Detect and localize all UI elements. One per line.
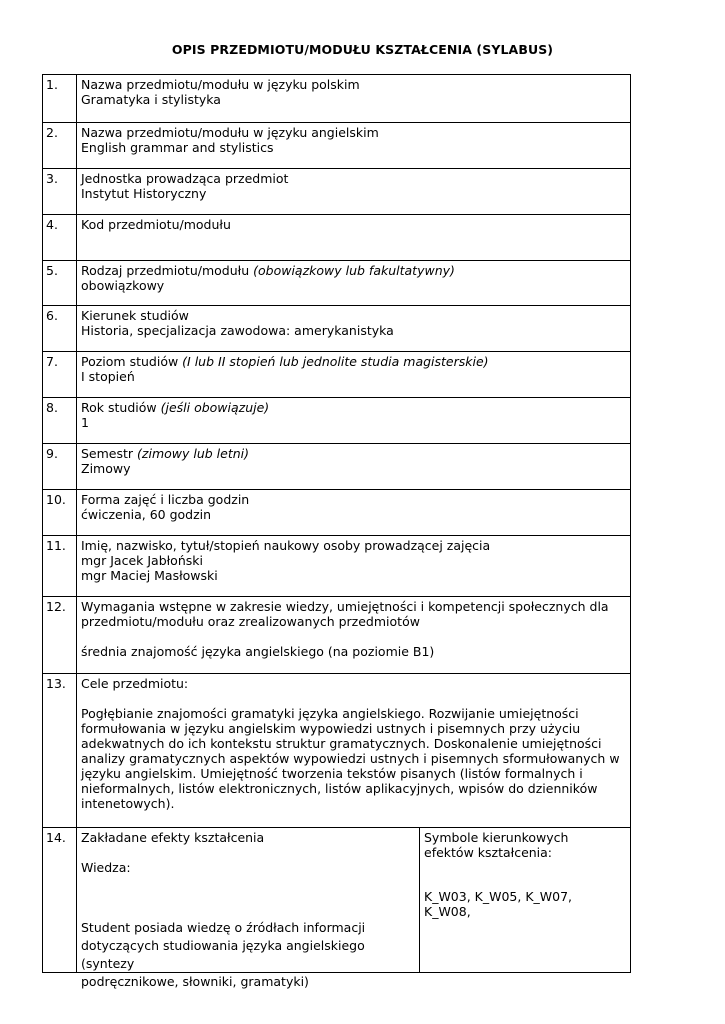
row-label-text: Poziom studiów — [81, 354, 179, 369]
learning-outcomes-cell — [77, 828, 420, 989]
row-label: Zakładane efekty kształcenia — [81, 830, 265, 845]
row-content — [77, 306, 630, 351]
row-label-text: Rodzaj przedmiotu/modułu — [81, 263, 250, 278]
row-label: Imię, nazwisko, tytuł/stopień naukowy osoby prowadzącej zajęcia — [81, 538, 491, 553]
row-number: 7. — [43, 352, 77, 397]
row-value: obowiązkowy — [81, 278, 165, 293]
table-row — [43, 827, 630, 989]
row-label — [81, 400, 626, 415]
row-label — [81, 446, 626, 461]
symbols-label: efektów kształcenia: — [424, 845, 553, 860]
symbols-value: K_W03, K_W05, K_W07, — [424, 889, 573, 904]
row-value: Instytut Historyczny — [81, 186, 207, 201]
row-number: 14. — [43, 828, 77, 972]
row-label: Nazwa przedmiotu/modułu w języku polskim — [81, 77, 360, 92]
row-label-hint: (I lub II stopień lub jednolite studia magisterskie) — [182, 354, 489, 369]
objective-line: nieformalnych, listów elektronicznych, listów aplikacyjnych, wpisów do dzienników — [81, 781, 598, 796]
table-row — [43, 596, 630, 673]
row-content — [77, 75, 630, 122]
row-number: 2. — [43, 123, 77, 168]
row-label: Forma zajęć i liczba godzin — [81, 492, 250, 507]
table-row — [43, 214, 630, 260]
objective-line: intenetowych). — [81, 796, 175, 811]
row-content — [77, 215, 630, 260]
row-number: 12. — [43, 597, 77, 673]
row-number: 1. — [43, 75, 77, 122]
row-content — [77, 123, 630, 168]
row-value: mgr Maciej Masłowski — [81, 568, 218, 583]
row-content — [77, 169, 630, 214]
row-label-hint: (jeśli obowiązuje) — [160, 400, 270, 415]
table-row — [43, 260, 630, 305]
outcome-line: podręcznikowe, słowniki, gramatyki) — [81, 974, 309, 989]
row-value: Zimowy — [81, 461, 131, 476]
row-label: Nazwa przedmiotu/modułu w języku angielskim — [81, 125, 379, 140]
row-number: 13. — [43, 674, 77, 827]
outcome-line: dotyczących studiowania języka angielskiego (syntezy — [81, 938, 365, 971]
table-row — [43, 168, 630, 214]
row-label — [81, 354, 626, 369]
row-number: 11. — [43, 536, 77, 596]
row-content — [77, 828, 630, 989]
row-content — [77, 444, 630, 489]
outcome-line: Student posiada wiedzę o źródłach informacji — [81, 920, 366, 935]
objective-line: adekwatnych do ich kontekstu struktur gramatycznych. Doskonalenie umiejętności — [81, 736, 602, 751]
row-value: I stopień — [81, 369, 135, 384]
row-value: mgr Jacek Jabłoński — [81, 553, 203, 568]
row-value: Historia, specjalizacja zawodowa: amerykanistyka — [81, 323, 394, 338]
row-label: Cele przedmiotu: — [81, 676, 189, 691]
document-title: OPIS PRZEDMIOTU/MODUŁU KSZTAŁCENIA (SYLABUS) — [171, 42, 554, 57]
table-row — [43, 351, 630, 397]
row-value: English grammar and stylistics — [81, 140, 274, 155]
table-row — [43, 535, 630, 596]
table-row — [43, 122, 630, 168]
table-row — [43, 397, 630, 443]
row-content — [77, 674, 630, 827]
table-row — [43, 489, 630, 535]
syllabus-table — [42, 74, 631, 989]
row-content — [77, 490, 630, 535]
row-number: 6. — [43, 306, 77, 351]
row-label: przedmiotu/modułu oraz zrealizowanych przedmiotów — [81, 614, 420, 629]
row-content — [77, 261, 630, 305]
row-label: Jednostka prowadząca przedmiot — [81, 171, 289, 186]
row-label-hint: (obowiązkowy lub fakultatywny) — [253, 263, 455, 278]
symbols-value: K_W08, — [424, 904, 471, 919]
row-number: 3. — [43, 169, 77, 214]
objective-line: analizy gramatycznych aspektów wypowiedzi ustnych i pisemnych sformułowanych w — [81, 751, 620, 766]
row-label-hint: (zimowy lub letni) — [137, 446, 250, 461]
row-label: Wymagania wstępne w zakresie wiedzy, umiejętności i kompetencji społecznych dla — [81, 599, 609, 614]
row-value: średnia znajomość języka angielskiego (na poziomie B1) — [81, 644, 435, 659]
row-number: 4. — [43, 215, 77, 260]
objective-line: formułowania w języku angielskim wypowiedzi ustnych i pisemnych przy użyciu — [81, 721, 581, 736]
symbols-cell — [420, 828, 630, 972]
objective-line: Pogłębianie znajomości gramatyki języka angielskiego. Rozwijanie umiejętności — [81, 706, 579, 721]
row-number: 9. — [43, 444, 77, 489]
row-value: 1 — [81, 415, 89, 430]
row-label: Kod przedmiotu/modułu — [81, 217, 231, 232]
row-content — [77, 536, 630, 596]
row-label-text: Rok studiów — [81, 400, 157, 415]
row-label-text: Semestr — [81, 446, 134, 461]
row-number: 5. — [43, 261, 77, 305]
table-row — [43, 305, 630, 351]
symbols-label: Symbole kierunkowych — [424, 830, 569, 845]
row-content — [77, 398, 630, 443]
table-row — [43, 443, 630, 489]
row-value: ćwiczenia, 60 godzin — [81, 507, 212, 522]
row-number: 8. — [43, 398, 77, 443]
row-content — [77, 597, 630, 673]
row-content — [77, 352, 630, 397]
knowledge-heading: Wiedza: — [81, 860, 131, 875]
row-value: Gramatyka i stylistyka — [81, 92, 221, 107]
row-number: 10. — [43, 490, 77, 535]
table-row — [43, 75, 630, 122]
row-label — [81, 263, 626, 278]
objective-line: języku angielskim. Umiejętność tworzenia tekstów pisanych (listów formalnych i — [81, 766, 583, 781]
row-label: Kierunek studiów — [81, 308, 189, 323]
table-row — [43, 673, 630, 827]
